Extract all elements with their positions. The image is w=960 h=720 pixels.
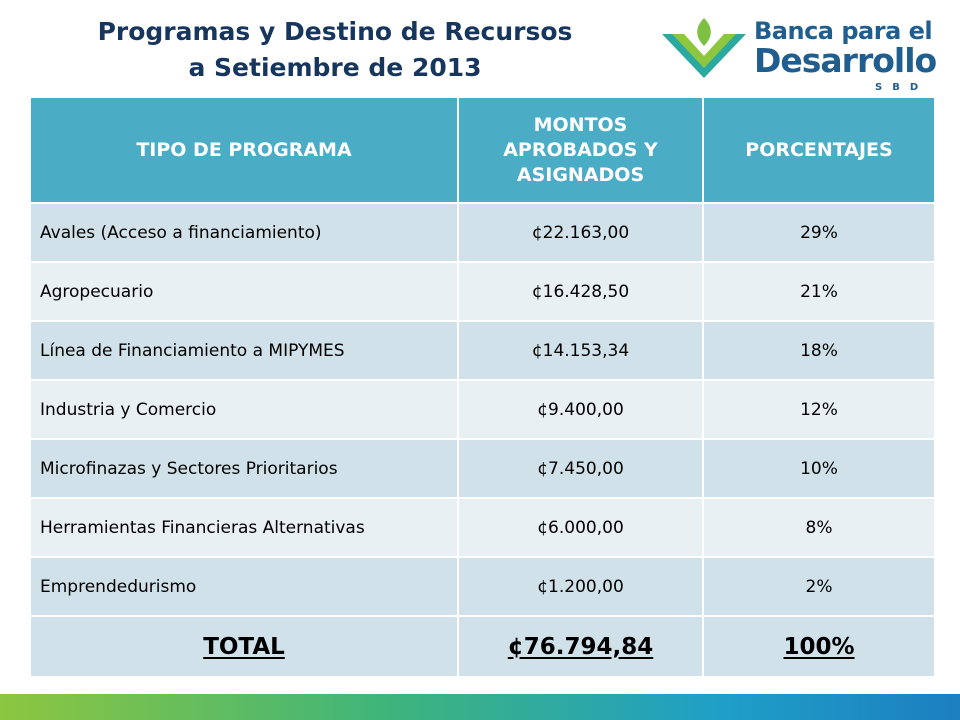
page-title bbox=[30, 14, 640, 86]
logo-line1: Banca para el bbox=[754, 17, 933, 45]
page-title-line1: Programas y Destino de Recursos bbox=[97, 17, 573, 46]
program-name: Línea de Financiamiento a MIPYMES bbox=[30, 321, 458, 380]
table-row bbox=[30, 321, 935, 380]
table-row bbox=[30, 380, 935, 439]
program-name: Herramientas Financieras Alternativas bbox=[30, 498, 458, 557]
program-name: Avales (Acceso a financiamiento) bbox=[30, 203, 458, 262]
program-amount: ¢16.428,50 bbox=[458, 262, 703, 321]
program-percent: 12% bbox=[703, 380, 935, 439]
total-row bbox=[30, 616, 935, 677]
logo-wordmark bbox=[754, 18, 936, 78]
footer-gradient-bar bbox=[0, 694, 960, 720]
logo-line2: Desarrollo bbox=[754, 41, 937, 80]
program-percent: 2% bbox=[703, 557, 935, 616]
program-percent: 8% bbox=[703, 498, 935, 557]
total-label-cell bbox=[30, 616, 458, 677]
table-row bbox=[30, 498, 935, 557]
programs-table bbox=[29, 96, 936, 678]
total-label: TOTAL bbox=[203, 633, 285, 660]
total-amount-cell bbox=[458, 616, 703, 677]
table-header-row bbox=[30, 97, 935, 203]
program-name: Emprendedurismo bbox=[30, 557, 458, 616]
program-amount: ¢9.400,00 bbox=[458, 380, 703, 439]
program-percent: 10% bbox=[703, 439, 935, 498]
program-amount: ¢7.450,00 bbox=[458, 439, 703, 498]
program-percent: 18% bbox=[703, 321, 935, 380]
program-name: Microfinazas y Sectores Prioritarios bbox=[30, 439, 458, 498]
program-amount: ¢14.153,34 bbox=[458, 321, 703, 380]
table-row bbox=[30, 439, 935, 498]
program-amount: ¢6.000,00 bbox=[458, 498, 703, 557]
total-percent: 100% bbox=[783, 633, 855, 660]
logo-abbr: SBD bbox=[875, 82, 929, 93]
table-row bbox=[30, 262, 935, 321]
banca-desarrollo-logo bbox=[658, 12, 948, 94]
header-tipo-programa: TIPO DE PROGRAMA bbox=[30, 97, 458, 203]
program-percent: 29% bbox=[703, 203, 935, 262]
total-percent-cell bbox=[703, 616, 935, 677]
total-amount: ¢76.794,84 bbox=[507, 633, 654, 660]
program-percent: 21% bbox=[703, 262, 935, 321]
header-montos: MONTOS APROBADOS Y ASIGNADOS bbox=[458, 97, 703, 203]
header-porcentajes: PORCENTAJES bbox=[703, 97, 935, 203]
program-amount: ¢1.200,00 bbox=[458, 557, 703, 616]
table-row bbox=[30, 203, 935, 262]
sbd-logo-icon bbox=[658, 12, 750, 82]
program-name: Industria y Comercio bbox=[30, 380, 458, 439]
table-row bbox=[30, 557, 935, 616]
program-amount: ¢22.163,00 bbox=[458, 203, 703, 262]
program-name: Agropecuario bbox=[30, 262, 458, 321]
page-title-line2: a Setiembre de 2013 bbox=[188, 53, 482, 82]
